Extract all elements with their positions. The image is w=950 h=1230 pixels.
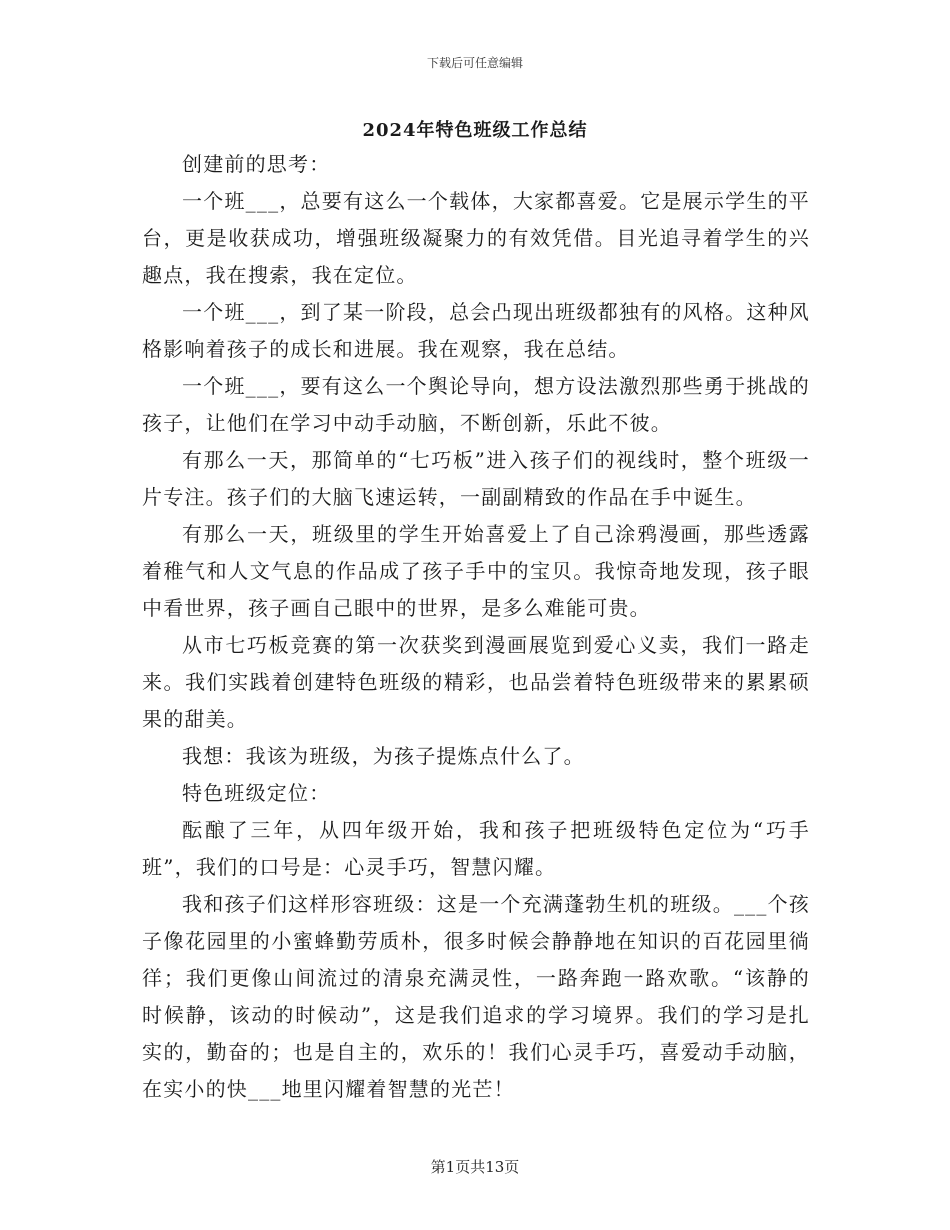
paragraph: 从市七巧板竞赛的第一次获奖到漫画展览到爱心义卖，我们一路走来。我们实践着创建特色班级的精彩，也品尝着特色班级带来的累累硕果的甜美。 (142, 633, 810, 731)
header-note: 下载后可任意编辑 (426, 56, 523, 70)
paragraph: 我和孩子们这样形容班级：这是一个充满蓬勃生机的班级。___个孩子像花园里的小蜜蜂勤劳质朴，很多时候会静静地在知识的百花园里徜徉；我们更像山间流过的清泉充满灵性，一路奔跑一路欢歌。“该静的时候静，该动的时候动”，这是我们追求的学习境界。我们的学习是扎实的，勤奋的；也是自主的，欢乐的！我们心灵手巧，喜爱动手动脑，在实小的快___地里闪耀着智慧的光芒！ (142, 892, 810, 1101)
paragraph: 一个班___，要有这么一个舆论导向，想方设法激烈那些勇于挑战的孩子，让他们在学习中动手动脑，不断创新，乐此不彼。 (142, 374, 810, 435)
page-footer: 第1页共13页 (430, 1158, 520, 1176)
paragraph: 一个班___，到了某一阶段，总会凸现出班级都独有的风格。这种风格影响着孩子的成长和进展。我在观察，我在总结。 (142, 300, 810, 361)
paragraph: 酝酿了三年，从四年级开始，我和孩子把班级特色定位为“巧手班”，我们的口号是：心灵手巧，智慧闪耀。 (142, 818, 810, 879)
paragraph: 创建前的思考： (182, 152, 331, 176)
paragraph: 特色班级定位： (182, 781, 331, 805)
paragraph: 一个班___，总要有这么一个载体，大家都喜爱。它是展示学生的平台，更是收获成功，增强班级凝聚力的有效凭借。目光追寻着学生的兴趣点，我在搜索，我在定位。 (142, 189, 810, 287)
paragraph: 有那么一天，班级里的学生开始喜爱上了自己涂鸦漫画，那些透露着稚气和人文气息的作品成了孩子手中的宝贝。我惊奇地发现，孩子眼中看世界，孩子画自己眼中的世界，是多么难能可贵。 (142, 522, 810, 620)
document-title: 2024年特色班级工作总结 (362, 120, 588, 141)
document-body (142, 146, 810, 1108)
paragraph: 我想：我该为班级，为孩子提炼点什么了。 (182, 744, 585, 768)
paragraph: 有那么一天，那简单的“七巧板”进入孩子们的视线时，整个班级一片专注。孩子们的大脑飞速运转，一副副精致的作品在手中诞生。 (142, 448, 810, 509)
